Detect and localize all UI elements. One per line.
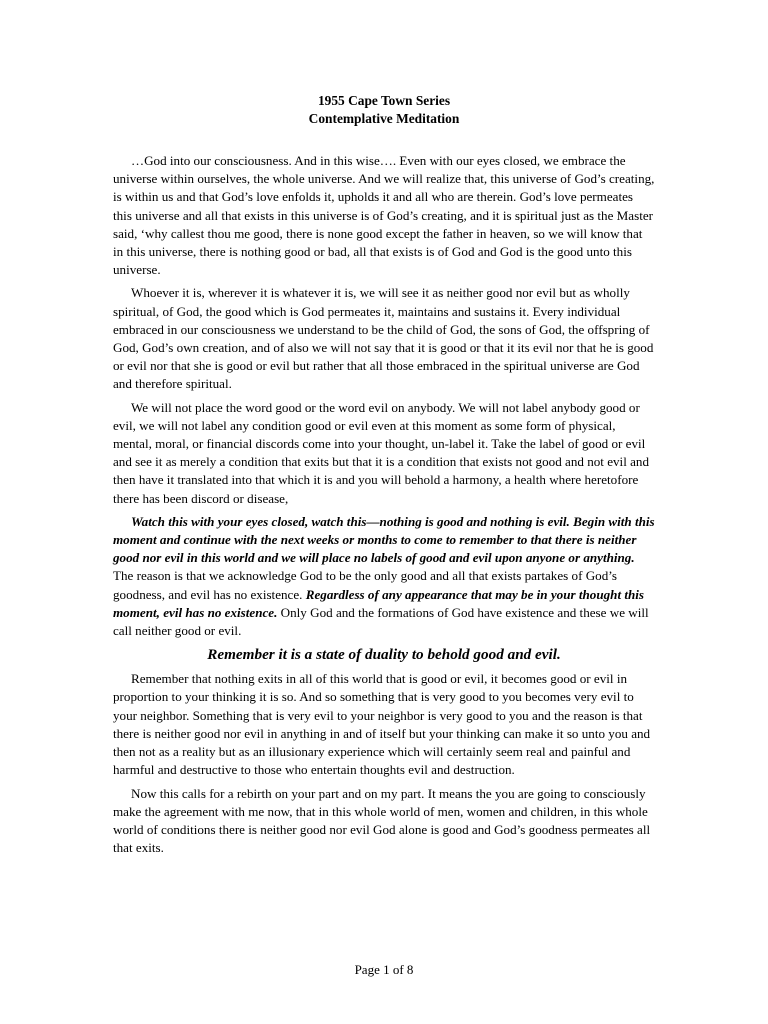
paragraph-3: We will not place the word good or the word evil on anybody. We will not label anybody good or evil, we will not label any condition good or evil even at this moment as some form of physical, mental, moral, or financial discords come into your thought, un-label it. Take the label of good or evil and see it as merely a condition that exits but that it is a condition that exists not good and not evil and then have it translated into that which it is and you will behold a harmony, a health where heretofore there has been discord or disease, [113, 399, 650, 506]
paragraph-6: Now this calls for a rebirth on your part and on my part. It means the you are going to consciously make the agreement with me now, that in this whole world of men, women and children, in this whole world of conditions there is neither good nor evil God alone is good and God’s goodness permeates all that exits. [113, 785, 651, 856]
document-subtitle: Contemplative Meditation [308, 111, 460, 126]
paragraph-4 [113, 513, 655, 640]
emphasis-text-1: Watch this with your eyes closed, watch this—nothing is good and nothing is evil. Begin with this moment and continue with the next weeks or months to come to remember to that there is neither good nor evil in this world and we will place no labels of good and evil upon anyone or anything. [113, 513, 655, 566]
page-number: Page 1 of 8 [354, 962, 414, 977]
title-block [113, 92, 655, 128]
document-page [113, 92, 655, 862]
section-heading: Remember it is a state of duality to behold good and evil. [207, 646, 561, 664]
paragraph-2: Whoever it is, wherever it is whatever it is, we will see it as neither good nor evil but as wholly spiritual, of God, the good which is God permeates it, maintains and sustains it. Every individual embraced in our consciousness we understand to be the child of God, the sons of God, the offspring of God, God’s own creation, and of also we will not say that it is good or that it its evil nor that he is good or evil nor that she is good or evil but rather that all those embraced in the spiritual universe are God and therefore spiritual. [113, 285, 654, 392]
document-title: 1955 Cape Town Series [317, 93, 451, 108]
emphasis-text-2: Regardless of any appearance that may be in your thought this moment, evil has no existence. [113, 586, 645, 620]
paragraph-5: Remember that nothing exits in all of this world that is good or evil, it becomes good or evil in proportion to your thinking it is so. And so something that is very good to you becomes very evil to your neighbor. Something that is very evil to your neighbor is very good to you and the reason is that there is neither good nor evil in anything in and of itself but your thinking can make it so unto you and then not as a reality but as an illusionary experience which will certainly seem real and painful and harmful and destructive to those who entertain thoughts evil and destruction. [113, 671, 651, 778]
paragraph-1: …God into our consciousness. And in this wise…. Even with our eyes closed, we embrace the universe within ourselves, the whole universe. And we will realize that, this universe of God’s creating, is within us and that God’s love enfolds it, upholds it and all who are therein. God’s love permeates this universe and all that exists in this universe is of God’s creating, and it is spiritual just as the Master said, ‘why callest thou me good, there is none good except the father in heaven, so we will know that in this universe, there is nothing good or bad, all that exists is of God and God is the good unto this universe. [113, 153, 655, 278]
body-text-2: Only God and the formations of God have existence and these we will call neither good or evil. [113, 604, 649, 639]
body-text-1: The reason is that we acknowledge God to be the only good and all that exists partakes of God’s goodness, and evil has no existence. [113, 568, 617, 602]
